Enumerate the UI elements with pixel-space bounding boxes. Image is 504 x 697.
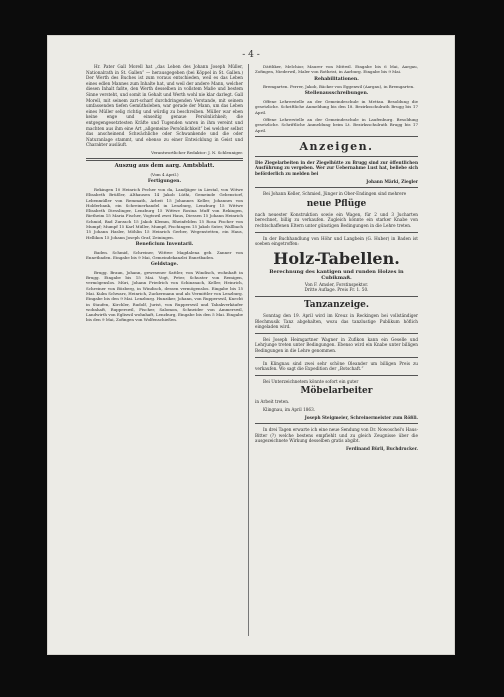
rehab-text: Bremgarten. Ferrer, Jakob, Bäcker von Eggenwil (Aargau), in Bremgarten. [263,84,415,90]
inventar-text: Baden. Schmid, Schreiner, Wittwe Magdalena geb. Zanner von Ennetbaden. Eingabe bis 9 Mai, Gemeindekanzlei Ennetbaden. [86,249,243,260]
bitter-ad: In drei Tagen erwarte ich eine neue Sendung von Dr. Nowoschel's Haus-Bitter (?) welche bestens empfiehlt und zu gleich Zeugnisse über die ausgezeichnete Wirkung desselben gratis abgibt. [255,427,418,444]
ziegel-ad: Die Ziegelarbeiten in der Ziegelhütte zu Brugg sind zur öffentlichen Ausführung zu vergeben. Wer zur Uebernahme Lust hat, beliebe sich beförderlich zu melden bei [255,159,418,177]
stellen-text-2: Offene Lehrerstelle an der Gemeindeschule in Laufenburg. Besoldung gesetzliche. Schriftliche Anmeldung beim Lt. Bezirksschulrath Brugg bis 17 April. [255,116,418,133]
rule [255,232,418,233]
pfluege-heading: neue Pflüge [306,198,367,209]
rule [255,156,418,157]
moebel-signature: Joseph Steigmeier, Schreinermeister zum Rößli. [304,414,418,420]
geldstage-continued: Dättliker, Melchior, Maurer von Mittwil. Eingabe bis 6 Mai, Aargau, Zofingen, Niederwil, Maler von Rothrist, in Aarburg. Eingabe bis 9 Mai. [255,64,418,75]
geldstage-text: Brugg. Braun, Johann, gewesener Sattler, von Windisch, wohnhaft in Brugg. Eingabe bis 15 Mai. Vogt, Peter, Schuster von Remigen, vermögenslos. Müri, Johann Friedrich von Schinznach, Keller, Heinrich, Schreiner von Bözberg, in Windisch, dessen vermögenslos. Eingabe bis 15 Mai. Kulm Schwarz, Heinrich, Zuckermann und als Vermittler von Lenzburg. Eingabe bis den 9 Mai. Lenzburg. Hunziker, Johann, von Rupperswil, Knecht in Staufen, Kirchler, Rudolf, Jurist, von Rupperswil und Tabakverkäufer wohnhaft, Rupperswil, Fischer, Salomon, Schneider von Ammerswil, Landwirth von Egliswil wohnhaft, Lenzburg, Eingabe bis den 5 Mai. Eingabe bis den 9 Mai, Zofingen von Wolfenschießen. [86,269,243,323]
wagner-ad: Bei Joseph Heimgartner Wagner in Zufikon kann ein Geselle und Lehrjunge treten unter Bedingungen. Ebenso wird ein Knabe unter billigen Bedingungen in die Lehre genommen. [255,336,418,353]
moebel-heading: Möbelarbeiter [300,386,373,397]
fertigungen-title: Fertigungen. [147,179,182,185]
stellen-title: Stellenausschreibungen. [304,91,369,97]
oleander-ad: In Klingnau sind zwei sehr schöne Oleander um billigen Preis zu verkaufen. Wo sagt die Expedition der „Botschaft.“ [255,360,418,372]
keller-ad: Bei Johann Keller, Schmied, Jünger in Ober-Endingen sind mehrere [263,191,407,197]
holz-subtitle: Berechnung des kantigen und runden Holzes in Cubikmaß. [269,268,404,282]
right-column [255,64,418,453]
rule [255,357,418,358]
holz-heading: Holz-Tabellen. [273,248,400,268]
rule [255,296,418,297]
page-number: - 4 - [242,50,260,60]
column-divider [248,64,249,636]
book-review: Hr. Pater Gall Morell hat „das Leben des Johann Joseph Müller, Nationalrath in St. Gallen“ — herausgegeben (bei Köppel in St. Gallen.) Der Werth des Buches ist zum voraus entschieden, weil es das Leben eines edlen Mannes zum Inhalte hat, und weil der andere Mann, welcher diesen Inhalt faßte, den Werth desselben in vollstem Maße und bestem Sinne versteht, und somit in Gehalt und Werth wohl nie klar darlegt. Gall Morell, mit seinem zart-scharf durchdringenden Verstande, mit seinem umfassenden tiefen Gemüthsleben, war gerade der Mann, um das Leben eines Müller selig richtig und würdig zu beschreiben. Müller war eben keine enge und einseitig genaue Persönlichkeit; die entgegengesetztesten Kräfte und Tugenden waren in ihm vereint und machten aus ihm eine Art „allgemeine Persönlichkeit“ bei welcher selbst das anscheinend Schwächliche oder Schwankende und die oder Naturanlage stammt, und ebenso zu einer Entwicklung in Geist und Charakter ausläuft. [86,64,243,148]
moebel-intro: Bei Unterzeichnetem könnte sofort ein guter [263,378,359,384]
fertigungen-text: Rekingen 10 Heinrich Pecher von da, Landjäger in Liestal, von Witwe Elisabeth Brüßler, Althausen 14 Jakob Lüthi, Gemeinde Gebenstorf, Lebenmüller von Remmath, Arbeit 15 Johannes Keller, Johannes von Holderbank, ein Schreinerhandel in Lenzburg, Lenzburg 15 Wittwe Elisabeth Diesslinger, Lenzburg 15 Wittwe Rosina Muff von Rekingen, Rietheim 15 Maria Fischer, Vogtswil zwei Haus, Diessen 15 Johann Heinrich Schmid, Bad Zurzach 15 Jakob Klemm, Rheinfelden 15 Rosa Fischer von Mumpf; Mumpf 15 Karl Müller, Mumpf, Fischingen 15 Jakob Suter, Wallbach 15 Johann Hasler, Möhlin 15 Heinrich Gerber, Wegenstetten, ein Haus, Hellikon 15 Johann Joseph Graf, Zeiningen. [86,186,243,240]
moebel-place: Klingnau, im April 1863. [263,406,316,412]
rehab-title: Rehabilitationen. [314,76,359,82]
newspaper-page [48,36,454,654]
rule [255,187,418,188]
anzeigen-title: Anzeigen. [299,139,374,153]
left-column [86,64,243,325]
rule [255,333,418,334]
double-rule [86,158,243,161]
amtsblatt-date: (Vom 4 April.) [150,171,179,177]
tanz-text: Sonntag den 19. April wird im Kreuz in Reckingen bei vollständiger Blechmusik Tanz abgehalten, wozu das tanzlustige Publikum höflich eingeladen wird. [255,312,418,330]
rule [255,375,418,376]
buch-ad: In der Buchhandlung von Höhr und Langbein (G. Huber) in Baden ist soeben eingetroffen: [255,235,418,247]
editor-line: Verantwortlicher Redaktor: J. N. Schleuniger. [151,149,243,155]
holz-author: Von F. Amsler, Forstinspektor. [304,281,369,287]
ziegel-signature: Johann Märki, Ziegler [366,178,418,184]
amtsblatt-title: Auszug aus dem aarg. Amtsblatt. [114,163,215,170]
stellen-text-1: Offene Lehrerstelle an der Gemeindeschule in Mettau. Besoldung die gesetzliche. Schriftliche Anmeldung bis den 18. Bezirksschulrath Brugg bis 17 April. [255,99,418,115]
geldstage-title: Geldstage. [150,262,179,268]
rule [255,423,418,424]
rule [255,136,418,137]
tanz-heading: Tanzanzeige. [303,299,370,310]
buerli-signature: Ferdinand Bürli, Buchdrucker. [346,445,418,451]
moebel-text: in Arbeit treten. [255,399,290,405]
holz-price: Dritte Auflage. Preis Fr. 1. 50. [304,287,369,293]
pfluege-text: nach neuester Konstruktion sowie ein Wagen, für 2 und 3 Jucharten berechnet, billig zu verkaufen. Zugleich könnte ein starker Knabe von rechtschaffenen Eltern unter günstigen Bedingungen in die Lehre treten. [255,211,418,229]
inventar-title: Beneficium Inventarii. [135,241,194,247]
